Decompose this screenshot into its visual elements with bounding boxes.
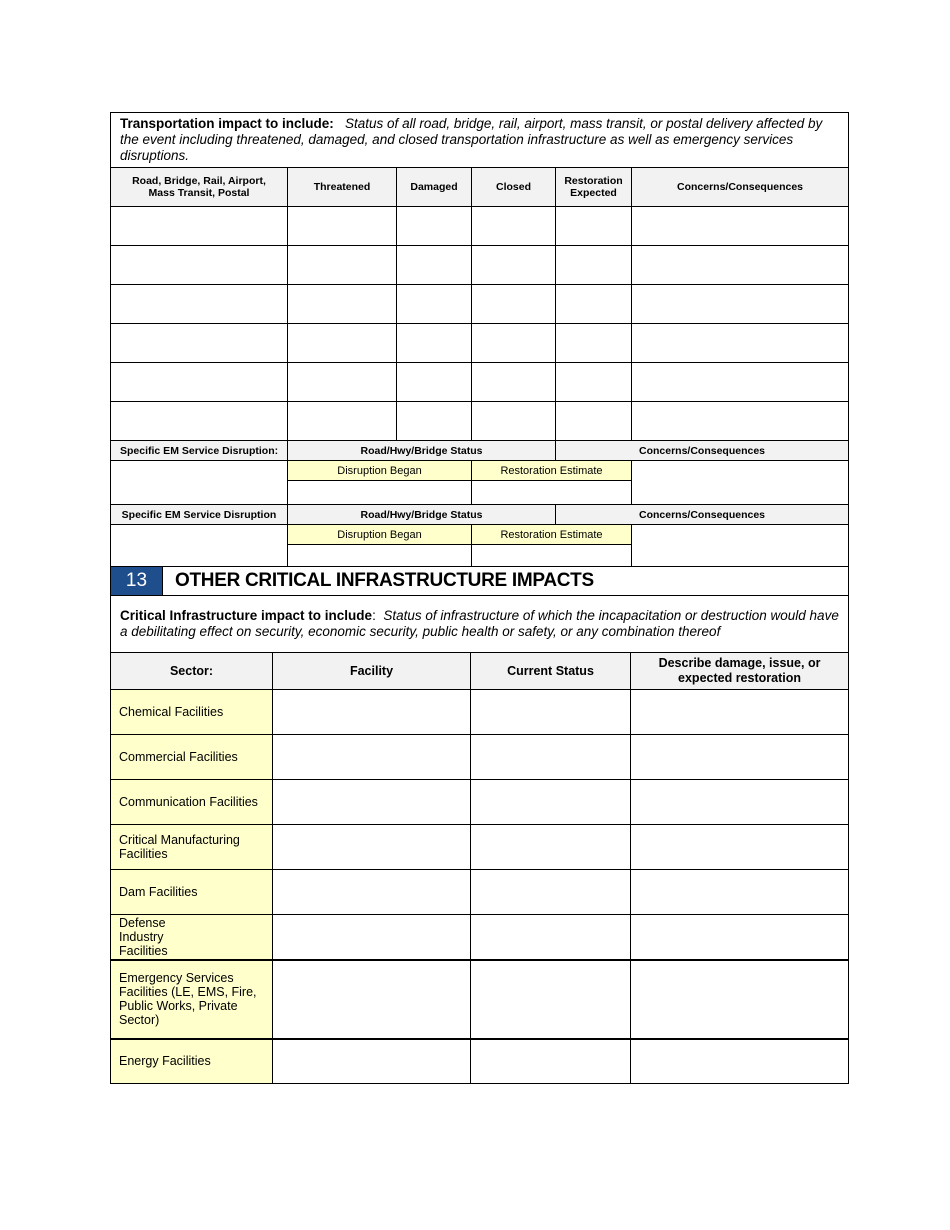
describe-input[interactable] — [631, 780, 849, 825]
input-cell[interactable] — [556, 402, 632, 441]
status-input[interactable] — [471, 915, 631, 960]
input-cell[interactable] — [397, 285, 472, 324]
input-cell[interactable] — [288, 363, 397, 402]
input-cell[interactable] — [111, 246, 288, 285]
col-header-facility: Facility — [273, 653, 471, 690]
critical-infrastructure-table — [110, 566, 849, 1084]
facility-input[interactable] — [273, 960, 471, 1039]
status-input[interactable] — [471, 735, 631, 780]
table-row — [111, 690, 849, 735]
critical-intro-text: Status of infrastructure of which the incapacitation or destruction would have a debilitating effect on security, economic security, public health or safety, or any combination thereof — [120, 608, 839, 639]
input-cell[interactable] — [397, 363, 472, 402]
sector-label: Emergency Services Facilities (LE, EMS, Fire, Public Works, Private Sector) — [111, 960, 273, 1039]
facility-input[interactable] — [273, 735, 471, 780]
input-cell[interactable] — [556, 324, 632, 363]
critical-intro-label: Critical Infrastructure impact to include — [120, 608, 373, 623]
sector-label: Defense Industry Facilities — [111, 915, 273, 960]
form-page — [110, 112, 848, 1084]
facility-input[interactable] — [273, 780, 471, 825]
transportation-table — [110, 112, 849, 567]
em-concerns-header-2: Concerns/Consequences — [556, 505, 849, 525]
table-row — [111, 246, 849, 285]
section-title: OTHER CRITICAL INFRASTRUCTURE IMPACTS — [163, 567, 849, 596]
sector-label: Dam Facilities — [111, 870, 273, 915]
table-row — [111, 285, 849, 324]
table-row — [111, 735, 849, 780]
input-cell[interactable] — [111, 285, 288, 324]
input-cell[interactable] — [288, 402, 397, 441]
table-row — [111, 1039, 849, 1084]
em-disruption-label-2: Specific EM Service Disruption — [111, 505, 288, 525]
input-cell[interactable] — [556, 363, 632, 402]
status-input[interactable] — [471, 870, 631, 915]
input-cell[interactable] — [556, 207, 632, 246]
input-cell[interactable] — [472, 246, 556, 285]
road-status-header-1: Road/Hwy/Bridge Status — [288, 441, 556, 461]
disruption-began-label-2: Disruption Began — [288, 525, 472, 545]
input-cell[interactable] — [472, 402, 556, 441]
table-row — [111, 960, 849, 1039]
input-cell[interactable] — [397, 207, 472, 246]
sector-label: Chemical Facilities — [111, 690, 273, 735]
transportation-intro — [111, 113, 849, 168]
restoration-estimate-label-2: Restoration Estimate — [472, 525, 632, 545]
col-header-threatened: Threatened — [288, 168, 397, 207]
table-row — [111, 825, 849, 870]
input-cell[interactable] — [472, 207, 556, 246]
table-row — [111, 363, 849, 402]
em-disruption-input-1[interactable] — [111, 461, 288, 505]
input-cell[interactable] — [288, 207, 397, 246]
status-input[interactable] — [471, 780, 631, 825]
input-cell[interactable] — [397, 246, 472, 285]
describe-input[interactable] — [631, 915, 849, 960]
input-cell[interactable] — [111, 363, 288, 402]
status-input[interactable] — [471, 1039, 631, 1084]
facility-input[interactable] — [273, 690, 471, 735]
input-cell[interactable] — [288, 324, 397, 363]
em-disruption-label-1: Specific EM Service Disruption: — [111, 441, 288, 461]
input-cell[interactable] — [472, 363, 556, 402]
col-header-sector: Sector: — [111, 653, 273, 690]
sector-label: Communication Facilities — [111, 780, 273, 825]
describe-input[interactable] — [631, 690, 849, 735]
input-cell[interactable] — [111, 324, 288, 363]
facility-input[interactable] — [273, 915, 471, 960]
input-cell[interactable] — [472, 324, 556, 363]
input-cell[interactable] — [288, 285, 397, 324]
input-cell[interactable] — [632, 363, 849, 402]
transportation-intro-label: Transportation impact to include: — [120, 116, 334, 131]
disruption-began-label-1: Disruption Began — [288, 461, 472, 481]
col-header-current-status: Current Status — [471, 653, 631, 690]
input-cell[interactable] — [288, 246, 397, 285]
col-header-road: Road, Bridge, Rail, Airport, Mass Transit, Postal — [111, 168, 288, 207]
transportation-intro-text: Status of all road, bridge, rail, airport, mass transit, or postal delivery affected by the event including threatened, damaged, and closed transportation infrastructure as well as emergency services disruptions. — [120, 116, 823, 163]
table-row — [111, 324, 849, 363]
sector-label: Commercial Facilities — [111, 735, 273, 780]
input-cell[interactable] — [632, 246, 849, 285]
sector-label: Critical Manufacturing Facilities — [111, 825, 273, 870]
em-concerns-header-1: Concerns/Consequences — [556, 441, 849, 461]
restoration-estimate-input-1[interactable] — [472, 481, 632, 505]
table-row — [111, 402, 849, 441]
status-input[interactable] — [471, 690, 631, 735]
table-row — [111, 780, 849, 825]
input-cell[interactable] — [111, 402, 288, 441]
input-cell[interactable] — [472, 285, 556, 324]
describe-input[interactable] — [631, 1039, 849, 1084]
table-row — [111, 207, 849, 246]
facility-input[interactable] — [273, 870, 471, 915]
critical-intro: Critical Infrastructure impact to include: Status of infrastructure of which the incapacitation or destruction would have a debilitating effect on security, economic security, public health or safety, or any combination thereof — [111, 596, 849, 653]
status-input[interactable] — [471, 825, 631, 870]
sector-label: Energy Facilities — [111, 1039, 273, 1084]
restoration-estimate-input-2[interactable] — [472, 545, 632, 567]
col-header-closed: Closed — [472, 168, 556, 207]
input-cell[interactable] — [397, 324, 472, 363]
input-cell[interactable] — [632, 402, 849, 441]
table-row — [111, 915, 849, 960]
em-concerns-input-2[interactable] — [632, 525, 849, 567]
input-cell[interactable] — [632, 285, 849, 324]
col-header-restoration: Restoration Expected — [556, 168, 632, 207]
input-cell[interactable] — [111, 207, 288, 246]
input-cell[interactable] — [632, 207, 849, 246]
section-number: 13 — [111, 567, 163, 596]
input-cell[interactable] — [632, 324, 849, 363]
road-status-header-2: Road/Hwy/Bridge Status — [288, 505, 556, 525]
col-header-describe: Describe damage, issue, or expected restoration — [631, 653, 849, 690]
input-cell[interactable] — [397, 402, 472, 441]
describe-input[interactable] — [631, 960, 849, 1039]
col-header-damaged: Damaged — [397, 168, 472, 207]
col-header-concerns: Concerns/Consequences — [632, 168, 849, 207]
describe-input[interactable] — [631, 735, 849, 780]
input-cell[interactable] — [556, 285, 632, 324]
describe-input[interactable] — [631, 825, 849, 870]
input-cell[interactable] — [556, 246, 632, 285]
table-row — [111, 870, 849, 915]
em-disruption-input-2[interactable] — [111, 525, 288, 567]
status-input[interactable] — [471, 960, 631, 1039]
disruption-began-input-1[interactable] — [288, 481, 472, 505]
facility-input[interactable] — [273, 825, 471, 870]
facility-input[interactable] — [273, 1039, 471, 1084]
disruption-began-input-2[interactable] — [288, 545, 472, 567]
restoration-estimate-label-1: Restoration Estimate — [472, 461, 632, 481]
em-concerns-input-1[interactable] — [632, 461, 849, 505]
describe-input[interactable] — [631, 870, 849, 915]
